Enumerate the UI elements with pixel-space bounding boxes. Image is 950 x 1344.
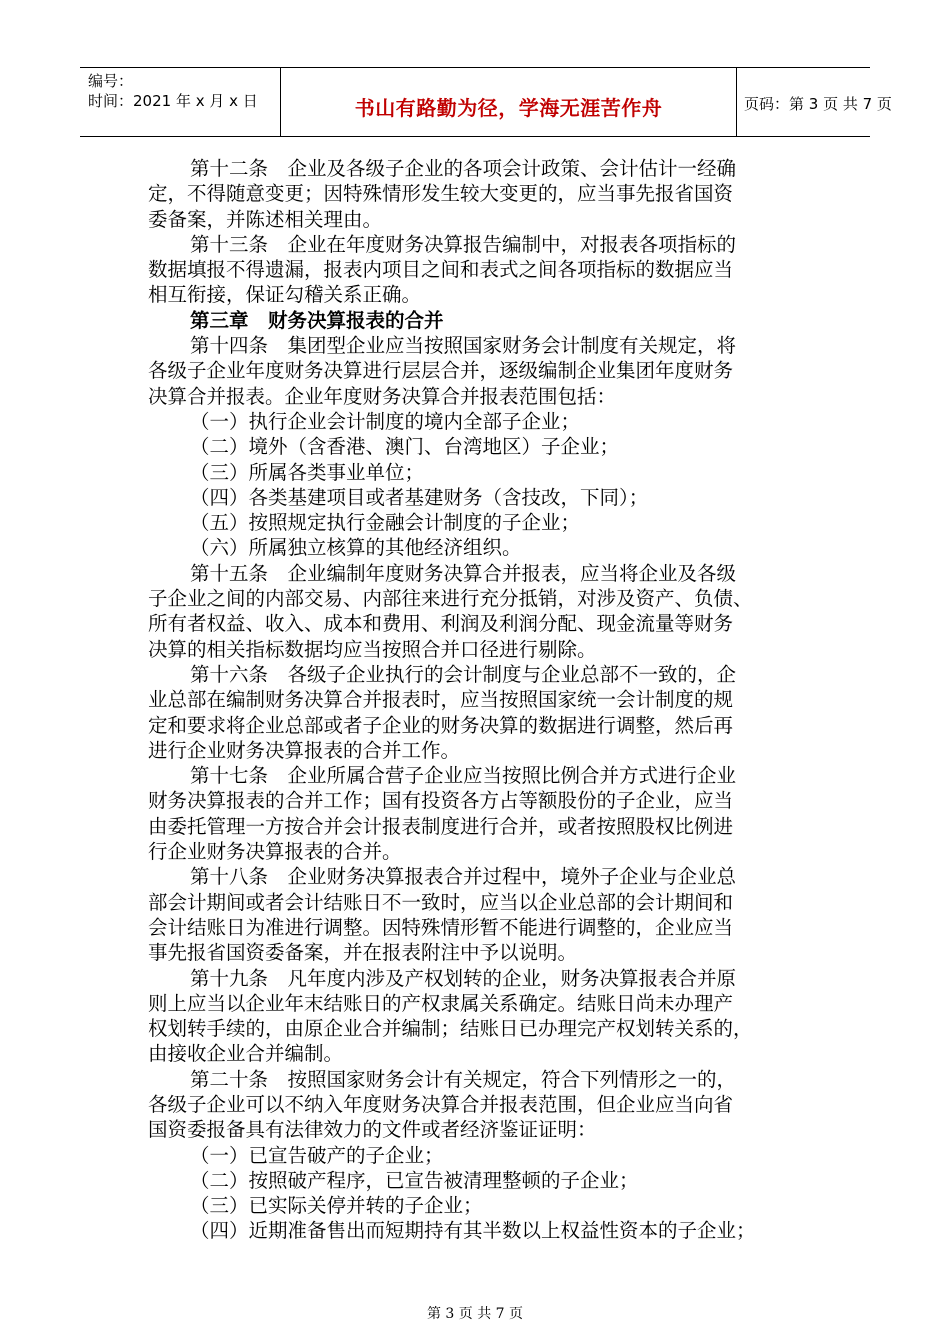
time-label: 时间：2021 年 x 月 x 日 — [88, 92, 258, 110]
text-line: 第十二条 企业及各级子企业的各项会计政策、会计估计一经确 — [190, 157, 737, 180]
text-line: 数据填报不得遗漏，报表内项目之间和表式之间各项指标的数据应当 — [148, 258, 734, 282]
text-line: 定，不得随意变更；因特殊情形发生较大变更的，应当事先报省国资 — [148, 182, 734, 206]
text-line: 第十七条 企业所属合营子企业应当按照比例合并方式进行企业 — [190, 764, 737, 788]
document-header — [80, 67, 892, 137]
text-line: 第十八条 企业财务决算报表合并过程中，境外子企业与企业总 — [190, 865, 737, 889]
list-item: （三）所属各类事业单位； — [190, 460, 425, 484]
header-left-cell — [80, 68, 280, 136]
list-item: （一）执行企业会计制度的境内全部子企业； — [190, 409, 581, 433]
text-line: 权划转手续的，由原企业合并编制；结账日已办理完产权划转关系的， — [148, 1017, 753, 1041]
text-line: 定和要求将企业总部或者子企业的财务决算的数据进行调整，然后再 — [148, 713, 734, 737]
text-line: 第二十条 按照国家财务会计有关规定，符合下列情形之一的， — [190, 1067, 737, 1091]
text-line: 财务决算报表的合并工作；国有投资各方占等额股份的子企业，应当 — [148, 789, 734, 813]
text-line: 业总部在编制财务决算合并报表时，应当按照国家统一会计制度的规 — [148, 688, 734, 712]
page-footer: 第 3 页 共 7 页 — [426, 1306, 524, 1322]
text-line: 第十九条 凡年度内涉及产权划转的企业，财务决算报表合并原 — [190, 966, 737, 990]
text-line: 行企业财务决算报表的合并。 — [148, 840, 402, 864]
text-line: 则上应当以企业年末结账日的产权隶属关系确定。结账日尚未办理产 — [148, 991, 734, 1015]
list-item: （四）近期准备售出而短期持有其半数以上权益性资本的子企业； — [190, 1219, 756, 1243]
list-item: （二）境外（含香港、澳门、台湾地区）子企业； — [190, 435, 620, 459]
list-item: （一）已宣告破产的子企业； — [190, 1143, 444, 1167]
text-line: 决算的相关指标数据均应当按照合并口径进行剔除。 — [148, 637, 597, 661]
text-line: 第十四条 集团型企业应当按照国家财务会计制度有关规定，将 — [190, 334, 737, 358]
text-line: 由接收企业合并编制。 — [148, 1042, 344, 1066]
text-line: 第十五条 企业编制年度财务决算合并报表，应当将企业及各级 — [190, 561, 737, 585]
text-line: 所有者权益、收入、成本和费用、利润及利润分配、现金流量等财务 — [148, 612, 734, 636]
text-line: 国资委报备具有法律效力的文件或者经济鉴证证明： — [148, 1118, 597, 1142]
header-page-info: 页码：第 3 页 共 7 页 — [744, 95, 892, 113]
header-middle-cell — [280, 68, 737, 136]
list-item: （二）按照破产程序，已宣告被清理整顿的子企业； — [190, 1168, 639, 1192]
header-right-cell — [736, 68, 892, 136]
text-line: 事先报省国资委备案，并在报表附注中予以说明。 — [148, 941, 578, 965]
text-line: 各级子企业年度财务决算进行层层合并，逐级编制企业集团年度财务 — [148, 359, 734, 383]
text-line: 第十三条 企业在年度财务决算报告编制中，对报表各项指标的 — [190, 232, 737, 256]
text-line: 相互衔接，保证勾稽关系正确。 — [148, 283, 422, 307]
list-item: （三）已实际关停并转的子企业； — [190, 1194, 483, 1218]
text-line: 委备案，并陈述相关理由。 — [148, 207, 383, 231]
number-label: 编号： — [88, 72, 134, 90]
text-line: 部会计期间或者会计结账日不一致时，应当以企业总部的会计期间和 — [148, 890, 734, 914]
list-item: （五）按照规定执行金融会计制度的子企业； — [190, 511, 581, 535]
list-item: （四）各类基建项目或者基建财务（含技改，下同）； — [190, 485, 649, 509]
text-line: 会计结账日为准进行调整。因特殊情形暂不能进行调整的，企业应当 — [148, 915, 734, 939]
text-line: 进行企业财务决算报表的合并工作。 — [148, 738, 461, 762]
text-line: 各级子企业可以不纳入年度财务决算合并报表范围，但企业应当向省 — [148, 1092, 734, 1116]
text-line: 第十六条 各级子企业执行的会计制度与企业总部不一致的，企 — [190, 662, 737, 686]
text-line: 由委托管理一方按合并会计报表制度进行合并，或者按照股权比例进 — [148, 814, 734, 838]
text-line: 决算合并报表。企业年度财务决算合并报表范围包括： — [148, 384, 617, 408]
header-motto: 书山有路勤为径，学海无涯苦作舟 — [354, 96, 663, 120]
document-body — [148, 156, 798, 1244]
list-item: （六）所属独立核算的其他经济组织。 — [190, 536, 522, 560]
text-line: 子企业之间的内部交易、内部往来进行充分抵销，对涉及资产、负债、 — [148, 587, 753, 611]
chapter-heading: 第三章 财务决算报表的合并 — [190, 308, 444, 332]
